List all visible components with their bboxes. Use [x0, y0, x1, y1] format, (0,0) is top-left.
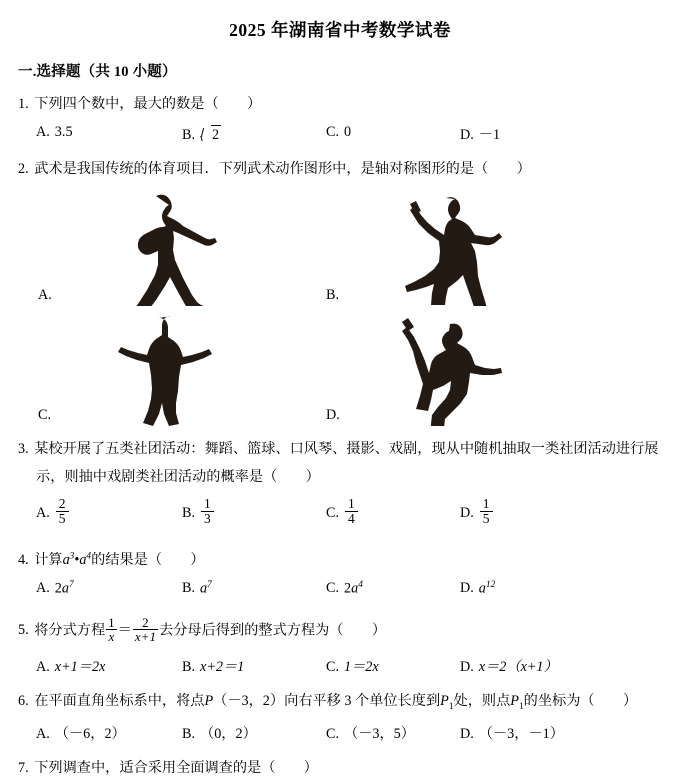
question-3-option-b[interactable]: [182, 497, 215, 526]
question-6-option-d[interactable]: [460, 723, 564, 743]
question-1-options: [14, 124, 666, 146]
question-5-number: 5.: [18, 622, 29, 639]
option-value: x+1＝2x: [54, 658, 106, 675]
question-3-option-c[interactable]: [326, 497, 359, 526]
fraction: $\frac{1}{3}$: [201, 497, 214, 526]
martial-arts-kick-icon: [372, 310, 522, 426]
option-label: A.: [36, 725, 50, 742]
question-6: 6. 在平面直角坐标系中，将点P（－3，2）向右平移 3 个单位长度到$P_1$处，则点$P_1$的坐标为（ ）: [18, 692, 638, 712]
question-5-stem-pre: 将分式方程: [34, 622, 106, 639]
question-1-option-a[interactable]: [36, 124, 73, 141]
option-value: （－6，2）: [54, 725, 126, 742]
question-3-stem-line-1: 某校开展了五类社团活动：舞蹈、篮球、口风琴、摄影、戏剧，现从中随机抽取一类社团活动进行展: [34, 440, 659, 457]
question-1-option-b[interactable]: [182, 124, 221, 144]
question-5-stem-post: 去分母后得到的整式方程为（ ）: [159, 622, 387, 639]
option-value: x+2＝1: [200, 658, 245, 675]
option-label: D.: [460, 580, 474, 597]
question-6-stem-part-3: 处，则点: [453, 692, 511, 709]
fraction-rhs: $\frac{2}{x+1}$: [134, 614, 156, 644]
question-2-option-c[interactable]: [26, 308, 316, 426]
option-label: B.: [326, 286, 340, 303]
martial-arts-punch-icon: [84, 190, 234, 306]
page-title: 2025 年湖南省中考数学试卷: [229, 20, 451, 40]
option-label: C.: [326, 504, 340, 521]
question-2-number: 2.: [18, 160, 29, 177]
fraction: $\frac{2}{5}$: [56, 497, 69, 526]
question-2-option-d[interactable]: [314, 308, 604, 426]
option-label: D.: [326, 406, 340, 423]
question-3-option-a[interactable]: [36, 497, 70, 526]
fraction-lhs: $\frac{1}{x}$: [108, 614, 115, 644]
question-4: [18, 549, 666, 571]
question-5-options: [14, 656, 666, 678]
option-label: C.: [326, 725, 340, 742]
question-6-stem-part-4: 的坐标为（ ）: [523, 692, 638, 709]
option-label: C.: [326, 658, 340, 675]
option-value: （－3，5）: [344, 725, 415, 742]
option-label: B.: [182, 504, 196, 521]
question-3-option-d[interactable]: [460, 497, 494, 526]
option-value: （－3，－1）: [478, 725, 564, 742]
question-7-stem: 下列调查中，适合采用全面调查的是（ ）: [34, 759, 318, 776]
question-3-stem-line-2: 示，则抽中戏剧类社团活动的概率是（ ）: [36, 468, 320, 485]
option-label: B.: [182, 725, 196, 742]
option-label: C.: [38, 406, 52, 423]
question-6-option-c[interactable]: [326, 723, 415, 743]
question-3-options: [14, 497, 666, 537]
section-heading: 一.选择题（共 10 小题）: [18, 63, 177, 80]
option-label: A.: [36, 580, 50, 597]
option-label: A.: [38, 286, 52, 303]
question-4-option-c[interactable]: C. $2a^4$: [326, 579, 363, 597]
question-5: [18, 616, 666, 643]
option-value: （0，2）: [200, 725, 257, 742]
option-label: D.: [460, 504, 474, 521]
question-3-number: 3.: [18, 440, 29, 457]
martial-arts-symmetric-stance-icon: [84, 310, 234, 426]
option-label: D.: [460, 658, 474, 675]
equals-sign: ＝: [117, 622, 132, 639]
option-label: A.: [36, 504, 50, 521]
question-4-stem-pre: 计算: [34, 551, 63, 568]
question-2: [18, 158, 666, 180]
question-5-option-d[interactable]: [460, 656, 558, 676]
option-value: 1＝2x: [344, 658, 379, 675]
question-6-option-a[interactable]: [36, 723, 126, 743]
question-1-number: 1.: [18, 95, 29, 112]
question-4-expression: $a^3•a^4$: [62, 550, 92, 568]
question-5-option-b[interactable]: [182, 656, 244, 676]
question-4-option-b[interactable]: B. $a^7$: [182, 579, 212, 597]
question-6-number: 6.: [18, 692, 29, 709]
question-4-option-d[interactable]: D. $a^{12}$: [460, 579, 496, 597]
question-2-figure-row-bottom: [14, 308, 666, 426]
fraction: $\frac{1}{4}$: [345, 497, 358, 526]
question-7-number: 7.: [18, 759, 29, 776]
point-p1-label-2: P: [510, 692, 519, 709]
question-6-stem-part-2: （－3，2）向右平移 3 个单位长度到: [213, 692, 441, 709]
option-label: B.: [182, 658, 196, 675]
option-value: －1: [478, 126, 501, 143]
question-1-option-c[interactable]: [326, 124, 351, 141]
exam-page: [0, 18, 680, 776]
question-7: [18, 757, 666, 779]
option-label: A.: [36, 123, 50, 140]
question-4-options: [14, 580, 666, 602]
point-p-label: P: [204, 692, 214, 709]
question-5-option-a[interactable]: [36, 656, 105, 676]
option-label: C.: [326, 580, 340, 597]
question-5-option-c[interactable]: [326, 656, 379, 676]
option-label: A.: [36, 658, 50, 675]
question-3: [18, 438, 666, 460]
option-label: B.: [182, 580, 196, 597]
option-value: x＝2（x+1）: [478, 658, 558, 675]
question-2-figure-row-top: [14, 188, 666, 306]
question-4-option-a[interactable]: A. $2a^7$: [36, 579, 74, 597]
fraction: $\frac{1}{5}$: [480, 497, 493, 526]
question-6-stem-part-1: 在平面直角坐标系中，将点: [34, 692, 205, 709]
sqrt-icon: 2: [200, 124, 221, 144]
question-1-option-d[interactable]: [460, 124, 500, 144]
question-2-stem: 武术是我国传统的体育项目．下列武术动作图形中，是轴对称图形的是（ ）: [34, 160, 531, 177]
option-value: 0: [344, 123, 352, 140]
martial-arts-raised-arms-icon: [372, 190, 522, 306]
question-4-number: 4.: [18, 551, 29, 568]
option-label: C.: [326, 123, 340, 140]
question-6-option-b[interactable]: [182, 723, 257, 743]
question-1: [18, 93, 666, 115]
point-p1-label: P: [440, 692, 449, 709]
question-2-option-b[interactable]: [314, 188, 604, 306]
option-label: D.: [460, 126, 474, 143]
question-2-option-a[interactable]: [26, 188, 316, 306]
option-label: D.: [460, 725, 474, 742]
option-value: 3.5: [54, 123, 73, 140]
question-4-stem-post: 的结果是（ ）: [91, 551, 205, 568]
question-6-options: [14, 723, 666, 745]
option-label: B.: [182, 126, 196, 143]
question-1-stem: 下列四个数中，最大的数是（ ）: [34, 95, 262, 112]
